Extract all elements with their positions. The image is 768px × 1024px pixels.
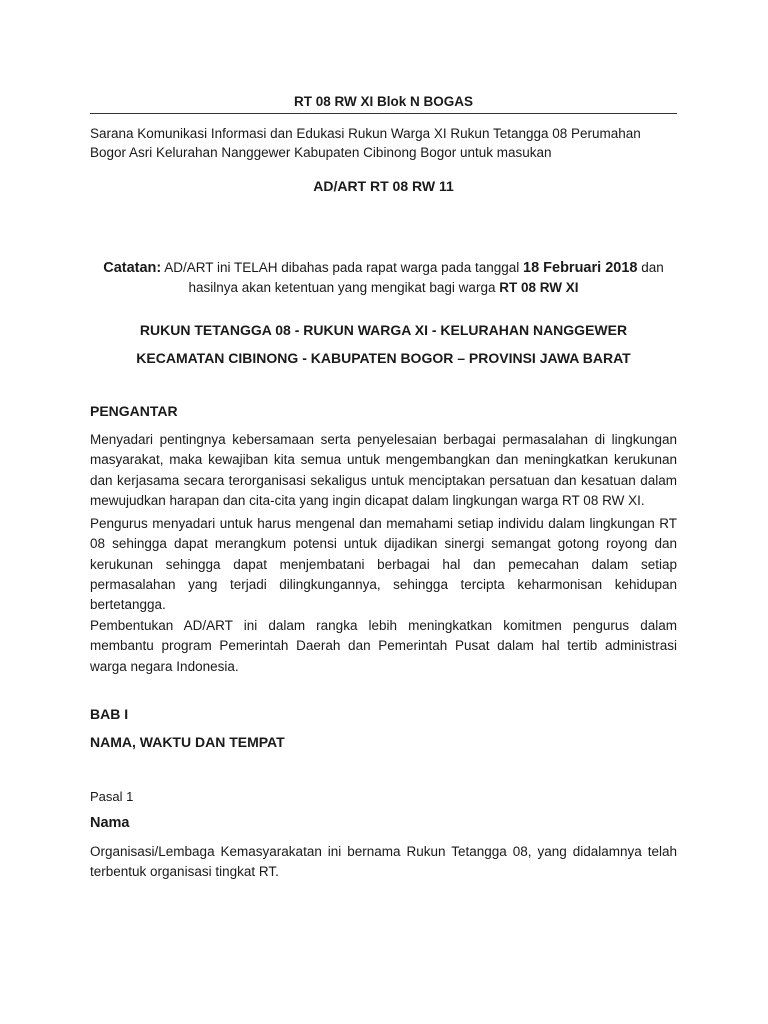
document-header: RT 08 RW XI Blok N BOGAS <box>90 94 677 114</box>
section-heading-pengantar: PENGANTAR <box>90 403 178 419</box>
organization-line-2: KECAMATAN CIBINONG - KABUPATEN BOGOR – PROVINSI JAWA BARAT <box>136 350 631 366</box>
note-target: RT 08 RW XI <box>499 280 579 295</box>
chapter-number: BAB I <box>90 706 129 722</box>
note-paragraph <box>90 258 677 298</box>
document-subject: AD/ART RT 08 RW 11 <box>313 178 454 194</box>
note-text-2: dan hasilnya akan ketentuan yang mengikat bagi warga <box>188 260 664 295</box>
pengantar-paragraph-1: Menyadari pentingnya kebersamaan serta penyelesaian berbagai permasalahan di lingkungan masyarakat, maka kewajiban kita semua untuk mengembangkan dan meningkatkan kerukunan dan kerjasama secara terorganisasi sekaligus untuk menciptakan persatuan dan kesatuan dalam mewujudkan harapan dan cita-cita yang ingin dicapat dalam lingkungan warga RT 08 RW XI. <box>90 432 677 508</box>
article-number: Pasal 1 <box>90 789 134 804</box>
organization-line-1: RUKUN TETANGGA 08 - RUKUN WARGA XI - KELURAHAN NANGGEWER <box>139 322 628 338</box>
intro-text: Sarana Komunikasi Informasi dan Edukasi Rukun Warga XI Rukun Tetangga 08 Perumahan Bogor Asri Kelurahan Nanggewer Kabupaten Cibinong Bogor untuk masukan <box>90 126 641 160</box>
note-label: Catatan: <box>103 260 162 276</box>
article-title: Nama <box>90 815 130 831</box>
article-text: Organisasi/Lembaga Kemasyarakatan ini bernama Rukun Tetangga 08, yang didalamnya telah terbentuk organisasi tingkat RT. <box>90 844 677 879</box>
pengantar-paragraph-2: Pengurus menyadari untuk harus mengenal dan memahami setiap individu dalam lingkungan RT 08 sehingga dapat merangkum potensi untuk dijadikan sinergi semangat gotong royong dan kerukunan sehingga dapat menjembatani berbagai hal dan pemecahan dalam setiap permasalahan yang terjadi dilingkungannya, sehingga tercipta keharmonisan kehidupan bertetangga. <box>90 516 677 613</box>
pengantar-paragraph-3: Pembentukan AD/ART ini dalam rangka lebih meningkatkan komitmen pengurus dalam membantu program Pemerintah Daerah dan Pemerintah Pusat dalam hal tertib administrasi warga negara Indonesia. <box>90 618 677 674</box>
chapter-title: NAMA, WAKTU DAN TEMPAT <box>90 734 285 750</box>
note-date: 18 Februari 2018 <box>523 260 638 276</box>
note-text-1: AD/ART ini TELAH dibahas pada rapat warga pada tanggal <box>161 260 523 275</box>
